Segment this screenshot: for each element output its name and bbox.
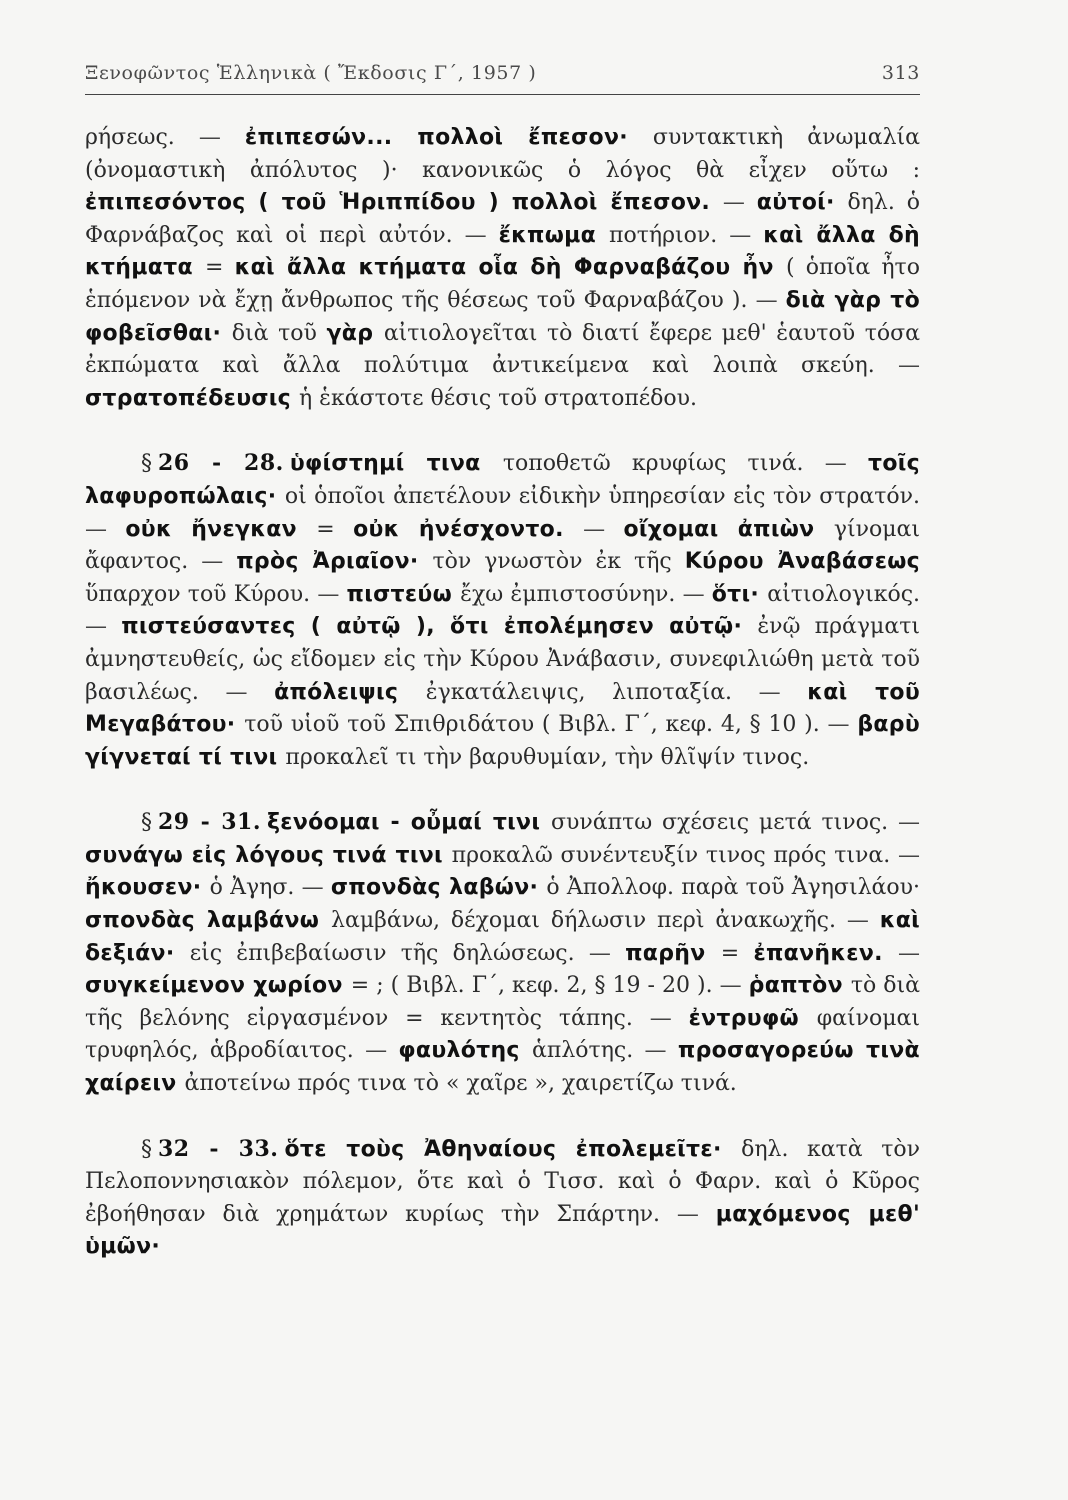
lemma: διὰ γὰρ τὸ φοβεῖσθαι· (85, 287, 921, 346)
lemma: ἀπόλειψις (274, 679, 426, 705)
lemma: ῥαπτὸν (748, 973, 851, 999)
lemma: παρῆν (625, 940, 721, 966)
lemma: συγκείμενον χωρίον (85, 973, 351, 999)
lemma: γὰρ (326, 320, 384, 346)
entry-separator: — (464, 222, 499, 248)
gloss: δηλ. κατὰ τὸν Πελοποννησιακὸν πόλεμον, ὅτε καὶ ὁ Τισσ. καὶ ὁ Φαρν. καὶ ὁ Κῦρος ἐβοήθησαν διὰ χρημάτων κυρίως τὴν Σπάρτην. (85, 1136, 920, 1227)
lemma: στρατοπέδευσις (85, 385, 299, 411)
entry-separator: — (846, 908, 880, 934)
lemma: φαυλότης (398, 1038, 533, 1064)
lemma: ἐπανῆκεν. (753, 940, 898, 966)
gloss: = (720, 940, 754, 966)
lemma: καὶ ἄλλα δὴ κτήματα (85, 222, 920, 281)
gloss: ἁπλότης. (532, 1038, 645, 1064)
entry-separator: — (588, 940, 626, 966)
section-sign: § (141, 451, 152, 477)
page-number: 313 (881, 62, 920, 84)
lemma: αὐτοί· (756, 190, 848, 216)
gloss: εἰς ἐπιβεβαίωσιν τῆς δηλώσεως. (189, 940, 589, 966)
lemma: ἐπιπεσόντος ( τοῦ Ἡριππίδου ) πολλοὶ ἔπεσον. (85, 190, 723, 216)
section-number: 32 - 33. (158, 1135, 279, 1162)
gloss: ὁ Ἀγησ. (209, 875, 302, 901)
gloss: ρήσεως. (85, 125, 199, 150)
gloss: προκαλεῖ τι τὴν βαρυθυμίαν, τὴν θλῖψίν τινος. (285, 744, 810, 770)
gloss: τὸ διὰ τῆς βελόνης εἰργασμένον = κεντητὸς τάπης. (85, 973, 921, 1031)
entry-separator: — (365, 1038, 399, 1064)
commentary-paragraph (85, 1133, 920, 1264)
entry-separator: — (729, 222, 764, 248)
entry-separator: — (301, 875, 331, 901)
gloss: ἡ ἑκάστοτε θέσις τοῦ στρατοπέδου. (298, 385, 698, 411)
lemma: οὐκ ἠνέσχοντο. (353, 516, 584, 542)
commentary-text (85, 122, 920, 1264)
entry-separator: — (676, 1201, 716, 1227)
section-sign: § (141, 1136, 152, 1162)
gloss: λαμβάνω, δέχομαι δήλωσιν περὶ ἀνακωχῆς. (331, 908, 847, 934)
commentary-paragraph (85, 122, 920, 415)
entry-separator: — (719, 973, 749, 999)
lemma: πιστεύσαντες ( αὐτῷ ), ὅτι ἐπολέμησεν αὐτῷ· (121, 614, 758, 640)
entry-separator: — (317, 581, 347, 607)
commentary-paragraph (85, 806, 920, 1100)
lemma: οἴχομαι ἀπιὼν (623, 516, 834, 542)
section-sign: § (141, 810, 152, 836)
gloss: ποτήριον. (609, 222, 730, 248)
lemma: μαχόμενος μεθ' ὑμῶν· (85, 1201, 921, 1260)
lemma: συνάγω εἰς λόγους τινά τινι (85, 842, 452, 868)
entry-separator: — (644, 1038, 678, 1064)
lemma: πιστεύω (346, 581, 461, 607)
entry-separator: — (824, 451, 869, 477)
running-head-title: Ξενοφῶντος Ἑλληνικὰ ( Ἔκδοσις Γ΄, 1957 ) (85, 62, 537, 84)
gloss: συντακτικὴ ἀνωμαλία (ὀνομαστικὴ ἀπόλυτος )· κανονικῶς ὁ λόγος θὰ εἶχεν οὕτω : (85, 125, 921, 183)
commentary-paragraph (85, 447, 920, 774)
lemma: τοῖς λαφυροπώλαις· (85, 451, 920, 509)
gloss: τοῦ υἱοῦ τοῦ Σπιθριδάτου ( Βιβλ. Γ΄, κεφ. 4, § 10 ). (244, 712, 828, 738)
lemma: Κύρου Ἀναβάσεως (684, 549, 921, 575)
lemma: ἐπιπεσών... πολλοὶ ἔπεσον· (244, 125, 653, 150)
lemma: ἔκπωμα (498, 222, 610, 248)
gloss: δηλ. ὁ Φαρνάβαζος καὶ οἱ περὶ αὐτόν. (85, 190, 920, 248)
lemma: ἤκουσεν· (85, 875, 210, 901)
gloss: = (316, 516, 354, 542)
gloss: ἐγκατάλειψις, λιποταξία. (425, 679, 759, 705)
entry-separator: — (758, 679, 808, 705)
entry-separator: — (897, 940, 920, 966)
lemma: βαρὺ γίγνεταί τί τινι (85, 712, 920, 770)
section-number: 29 - 31. (158, 809, 261, 836)
section-number: 26 - 28. (158, 450, 284, 477)
entry-separator: — (85, 614, 122, 640)
gloss: ( ὁποῖα ἦτο ἑπόμενον νὰ ἔχῃ ἄνθρωπος τῆς θέσεως τοῦ Φαρναβάζου ). (85, 255, 920, 313)
gloss: οἱ ὁποῖοι ἀπετέλουν εἰδικὴν ὑπηρεσίαν εἰς τὸν στρατόν. (284, 483, 920, 509)
lemma: πρὸς Ἀριαῖον· (236, 549, 433, 575)
gloss: ἀποτείνω πρός τινα τὸ « χαῖρε », χαιρετίζω τινά. (184, 1071, 737, 1097)
gloss: τὸν γνωστὸν ἐκ τῆς (432, 549, 685, 575)
lemma: προσαγορεύω τινὰ χαίρειν (85, 1038, 920, 1097)
gloss: αἰτιολογεῖται τὸ διατί ἔφερε μεθ' ἑαυτοῦ τόσα ἐκπώματα καὶ ἄλλα πολύτιμα ἀντικείμενα καὶ λοιπὰ σκεύη. (85, 320, 920, 379)
gloss: ἔχω ἐμπιστοσύνην. (460, 581, 683, 607)
gloss: προκαλῶ συνέντευξίν τινος πρός τινα. (451, 842, 899, 868)
lemma: ὅτε τοὺς Ἀθηναίους ἐπολεμεῖτε· (284, 1136, 742, 1162)
gloss: ὁ Ἀπολλοφ. παρὰ τοῦ Ἀγησιλάου· (546, 875, 920, 901)
lemma: σπονδὰς λαμβάνω (85, 908, 332, 934)
entry-separator: — (722, 190, 757, 216)
gloss: φαίνομαι τρυφηλός, ἁβροδίαιτος. (85, 1005, 920, 1064)
lemma: ὑφίστημί τινα (289, 451, 503, 477)
entry-separator: — (755, 287, 786, 313)
gloss: = (205, 255, 235, 281)
entry-separator: — (583, 516, 624, 542)
lemma: καὶ δεξιάν· (85, 908, 921, 966)
lemma: καὶ ἄλλα κτήματα οἷα δὴ Φαρναβάζου ἦν (234, 255, 786, 281)
entry-separator: — (898, 810, 920, 836)
gloss: συνάπτω σχέσεις μετά τινος. (550, 810, 898, 836)
lemma: ὅτι· (711, 581, 768, 607)
lemma: ξενόομαι - οὖμαί τινι (266, 810, 551, 836)
entry-separator: — (85, 516, 126, 542)
gloss: ἐνῷ πράγματι ἀμνηστευθείς, ὡς εἴδομεν εἰς τὴν Κύρου Ἀνάβασιν, συνεφιλιώθη μετὰ τοῦ βασιλέως. (85, 614, 920, 705)
gloss: ὕπαρχον τοῦ Κύρου. (85, 581, 318, 607)
entry-separator: — (827, 712, 858, 738)
gloss: τοποθετῶ κρυφίως τινά. (502, 451, 825, 477)
lemma: καὶ τοῦ Μεγαβάτου· (85, 679, 921, 738)
entry-separator: — (898, 353, 920, 379)
gloss: αἰτιολογικός. (767, 581, 921, 607)
entry-separator: — (898, 842, 921, 868)
entry-separator: — (225, 679, 275, 705)
entry-separator: — (198, 125, 245, 150)
lemma: οὐκ ἤνεγκαν (125, 516, 317, 542)
running-head (85, 56, 920, 95)
lemma: σπονδὰς λαβών· (330, 875, 547, 901)
gloss: γίνομαι ἄφαντος. (85, 516, 920, 575)
entry-separator: — (682, 581, 712, 607)
entry-separator: — (201, 549, 237, 575)
gloss: = ; ( Βιβλ. Γ΄, κεφ. 2, § 19 - 20 ). (350, 973, 720, 999)
lemma: ἐντρυφῶ (688, 1005, 817, 1031)
entry-separator: — (649, 1005, 689, 1031)
gloss: διὰ τοῦ (231, 320, 327, 346)
